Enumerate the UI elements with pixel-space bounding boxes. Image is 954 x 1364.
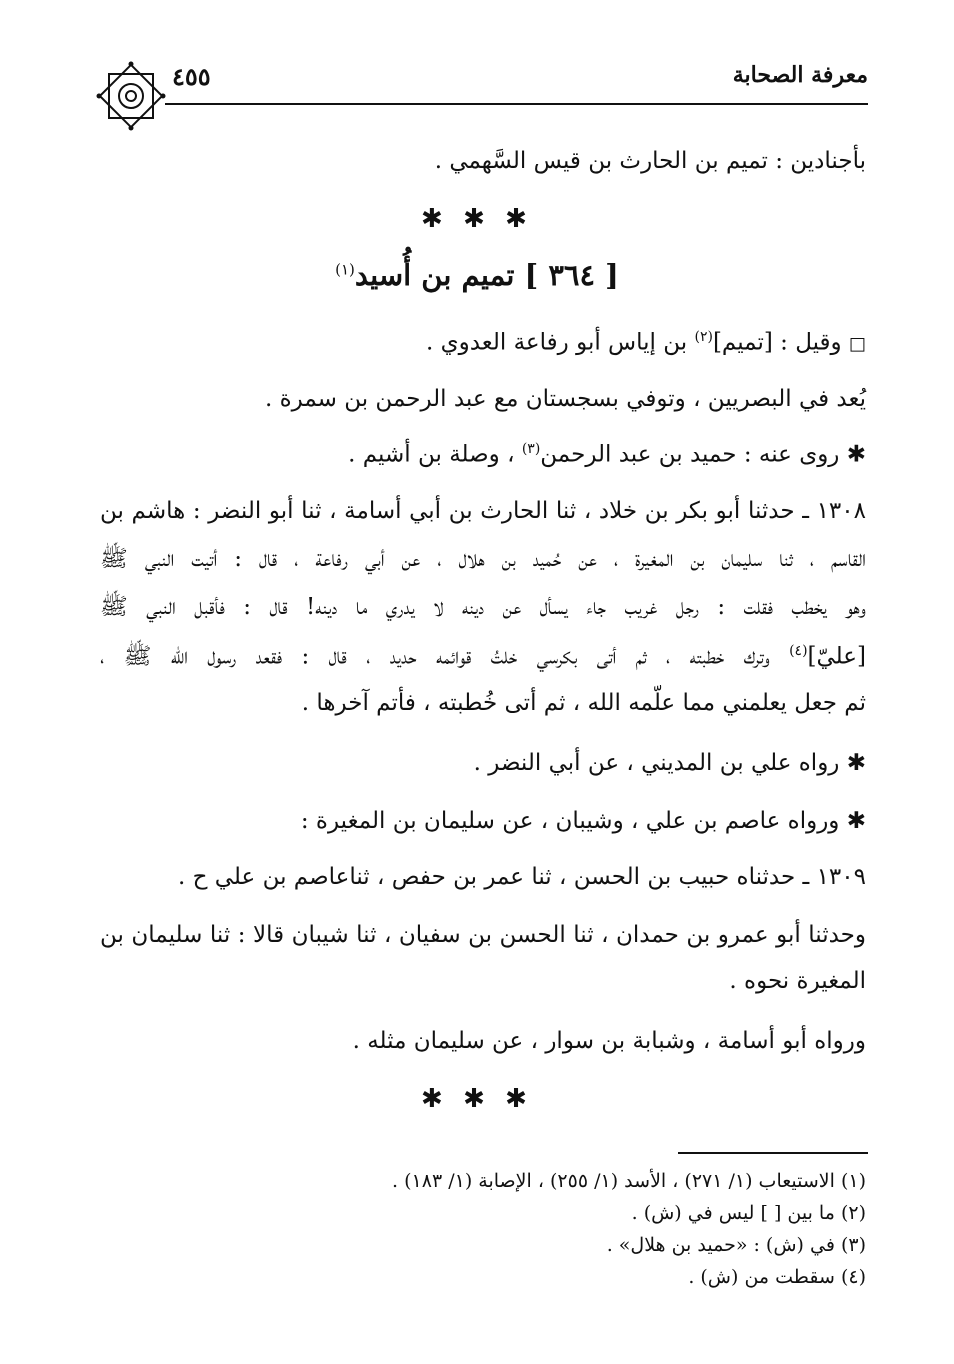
narrators-text: ✱ روى عنه : حميد بن عبد الرحمن <box>540 441 866 468</box>
octagonal-star-ornament-icon <box>95 60 167 132</box>
alias-text-end: بن إياس أبو رفاعة العدوي . <box>425 329 695 356</box>
riwaya-line-2: ✱ ورواه عاصم بن علي ، وشيبان ، عن سليمان بن المغيرة : <box>300 808 866 834</box>
footnote-3: (٣) في (ش) : «حميد بن هلال» . <box>606 1234 866 1256</box>
hadith-1308-line-1: ١٣٠٨ ـ حدثنا أبو بكر بن خلاد ، ثنا الحارث بن أبي أسامة ، ثنا أبو النضر : هاشم بن <box>100 498 866 524</box>
footnote-ref: (٣) <box>521 441 541 457</box>
footnote-1: (١) الاستيعاب (١/ ٢٧١) ، الأسد (١/ ٢٥٥) ، الإصابة (١/ ١٨٣) . <box>392 1170 866 1192</box>
riwaya-line-3: ورواه أبو أسامة ، وشبابة بن سوار ، عن سليمان مثله . <box>352 1028 866 1054</box>
footnote-rule <box>678 1152 868 1154</box>
running-title: معرفة الصحابة <box>732 62 868 88</box>
entry-title <box>0 258 954 292</box>
footnote-ref: (٤) <box>789 643 808 659</box>
footnote-ref: (٢) <box>694 329 713 345</box>
section-separator: ✱ ✱ ✱ <box>421 204 533 234</box>
narrators-text-end: ، وصلة بن أشيم . <box>348 441 522 468</box>
footnote-4: (٤) سقطت من (ش) . <box>688 1266 866 1288</box>
hadith-1308-line-2: القاسم ، ثنا سليمان بن المغيرة ، عن حُميد بن هلال ، عن أبي رفاعة ، قال : أتيت النبي ﷺ <box>100 546 866 572</box>
alias-line <box>426 330 866 355</box>
counted-line: يُعد في البصريين ، وتوفي بسجستان مع عبد الرحمن بن سمرة . <box>264 386 866 412</box>
entry-title-text: [ ٣٦٤ ] تميم بن أُسيد <box>354 258 619 292</box>
footnote-ref: (١) <box>335 260 355 279</box>
hadith-1308-line-4-start: [عليّ] <box>807 643 866 670</box>
hadith-1308-line-4-end: وترك خطبته ، ثم أتى بكرسي خلتُ قوائمه حديد ، قال : فقعد رسول الله ﷺ ، <box>100 643 790 670</box>
riwaya-line-1: ✱ رواه علي بن المديني ، عن أبي النضر . <box>473 750 866 776</box>
previous-entry-line: بأجنادين : تميم بن الحارث بن قيس السَّهمي . <box>434 148 866 174</box>
page-number: ٤٥٥ <box>172 62 211 91</box>
second-chain-line-1: وحدثنا أبو عمرو بن حمدان ، ثنا الحسن بن سفيان ، ثنا شيبان قالا : ثنا سليمان بن <box>100 922 866 948</box>
header-rule <box>165 103 868 105</box>
section-separator-end: ✱ ✱ ✱ <box>421 1084 533 1114</box>
hadith-1309-line: ١٣٠٩ ـ حدثناه حبيب بن الحسن ، ثنا عمر بن حفص ، ثناعاصم بن علي ح . <box>177 864 866 890</box>
hadith-1308-line-4 <box>100 644 866 669</box>
second-chain-line-2: المغيرة نحوه . <box>729 968 866 994</box>
hadith-1308-line-5: ثم جعل يعلمني مما علّمه الله ، ثم أتى خُطبته ، فأتم آخرها . <box>301 690 866 716</box>
footnote-2: (٢) ما بين [ ] ليس في (ش) . <box>631 1202 866 1224</box>
box-marker: □ <box>848 333 866 355</box>
alias-text: وقيل : [تميم] <box>712 329 842 356</box>
hadith-1308-line-3: وهو يخطب فقلت : رجل غريب جاء يسأل عن دينه لا يدري ما دينه! قال : فأقبل النبي ﷺ <box>100 594 866 620</box>
narrators-line <box>348 442 866 467</box>
